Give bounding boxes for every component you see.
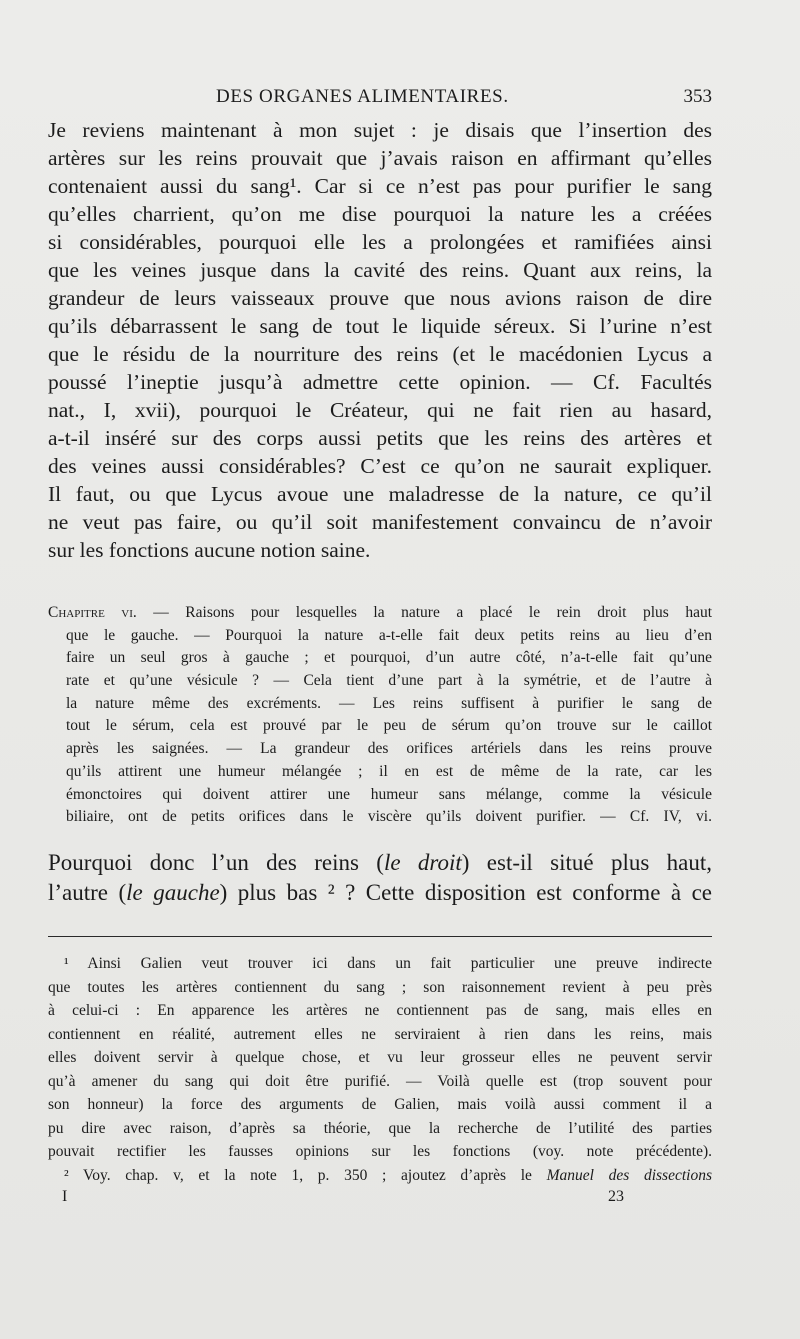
text-line [48, 848, 712, 878]
summary-line: rate et qu’une vésicule ? — Cela tient d’une part à la symétrie, et de l’autre à [66, 672, 712, 690]
text-line: Je reviens maintenant à mon sujet : je disais que l’insertion des [48, 118, 712, 142]
summary-first-line [48, 602, 712, 625]
footnote-line: à celui-ci : En apparence les artères ne contiennent pas de sang, mais elles en [48, 1002, 712, 1019]
footnote-line: pu dire avec raison, d’après sa théorie, que la recherche de l’utilité des parties [48, 1119, 712, 1137]
italic-text: le droit [383, 850, 462, 875]
text-line: qu’elles charrient, qu’on me dise pourquoi la nature les a créées [48, 202, 712, 226]
summary-line: tout le sérum, cela est prouvé par le peu de sérum qu’on trouve sur le caillot [66, 717, 712, 735]
italic-text: Manuel des dissections [546, 1166, 712, 1184]
text-line: que les veines jusque dans la cavité des reins. Quant aux reins, la [48, 258, 712, 282]
text-line: que le résidu de la nourriture des reins (et le macédonien Lycus a [48, 342, 712, 366]
footnote-line: son honneur) la force des arguments de Galien, mais voilà aussi comment il a [48, 1096, 712, 1113]
running-title: DES ORGANES ALIMENTAIRES. [216, 86, 509, 107]
text-line: qu’ils débarrassent le sang de tout le liquide séreux. Si l’urine n’est [48, 314, 712, 338]
text-line: grandeur de leurs vaisseaux prouve que nous avions raison de dire [48, 286, 712, 310]
sheet-number: 23 [608, 1188, 624, 1205]
footnotes [48, 952, 712, 1187]
summary-line: qu’ils attirent une humeur mélangée ; il en est de même de la rate, car les [66, 762, 712, 780]
footnote-line: contiennent en réalité, autrement elles ne serviraient à rien dans les reins, mais [48, 1025, 712, 1043]
text-line: Il faut, ou que Lycus avoue une maladresse de la nature, ce qu’il [48, 482, 712, 506]
text-line: sur les fonctions aucune notion saine. [48, 538, 371, 562]
text-line: poussé l’ineptie jusqu’à admettre cette opinion. — Cf. Facultés [48, 370, 712, 394]
text-line: contenaient aussi du sang¹. Car si ce n’est pas pour purifier le sang [48, 174, 712, 198]
signature-mark: I [62, 1188, 68, 1205]
italic-text: le gauche [126, 880, 220, 905]
main-paragraph [48, 116, 712, 564]
text-line: des veines aussi considérables? C’est ce qu’on ne saurait expliquer. [48, 454, 712, 478]
text-run: Pourquoi donc l’un des reins ( [48, 850, 384, 875]
summary-line: faire un seul gros à gauche ; et pourquoi, d’un autre côté, n’a-t-elle fait qu’une [66, 649, 712, 667]
running-header [48, 86, 712, 114]
footnote-line: elles doivent servir à quelque chose, et vu leur grosseur elles ne peuvent servir [48, 1049, 712, 1066]
chapter-summary [48, 602, 712, 829]
summary-line: après les saignées. — La grandeur des orifices artériels dans les reins prouve [66, 740, 712, 758]
summary-line: la nature même des excréments. — Les reins suffisent à purifier le sang de [66, 694, 712, 712]
summary-line: que le gauche. — Pourquoi la nature a-t-elle fait deux petits reins au lieu d’en [66, 626, 712, 644]
footnote-line: que toutes les artères contiennent du sang ; son raisonnement revient à peu près [48, 978, 712, 996]
summary-line: émonctoires qui doivent attirer une humeur sans mélange, comme la vésicule [66, 785, 712, 803]
text-run: ) est-il situé plus haut, [461, 850, 712, 875]
text-line: artères sur les reins prouvait que j’avais raison en affirmant qu’elles [48, 146, 712, 170]
summary-line: — Raisons pour lesquelles la nature a placé le rein droit plus haut [153, 604, 712, 621]
footnote-2 [48, 1164, 712, 1188]
second-paragraph [48, 848, 712, 908]
text-line: ne veut pas faire, ou qu’il soit manifestement convaincu de n’avoir [48, 510, 712, 534]
footnote-line: qu’à amener du sang qui doit être purifié. — Voilà quelle est (trop souvent pour [48, 1072, 712, 1090]
text-run: ) plus bas ² ? Cette disposition est conforme à ce [219, 880, 712, 905]
text-run: ² Voy. chap. v, et la note 1, p. 350 ; ajoutez d’après le [64, 1166, 547, 1184]
text-line [48, 878, 712, 908]
footnote-line: pouvait rectifier les fausses opinions sur les fonctions (voy. note précédente). [48, 1143, 712, 1160]
page-footer [48, 1188, 712, 1210]
text-line: si considérables, pourquoi elle les a prolongées et ramifiées ainsi [48, 230, 712, 254]
chapter-label: Chapitre vi. [48, 604, 137, 621]
text-line: a-t-il inséré sur des corps aussi petits que les reins des artères et [48, 426, 712, 450]
page-number: 353 [683, 86, 712, 107]
footnote-divider [48, 936, 712, 937]
summary-line: biliaire, ont de petits orifices dans le viscère qu’ils doivent purifier. — Cf. IV, vi. [66, 808, 712, 826]
text-line: nat., I, xvii), pourquoi le Créateur, qui ne fait rien au hasard, [48, 398, 712, 422]
text-run: l’autre ( [48, 880, 127, 905]
footnote-line: ¹ Ainsi Galien veut trouver ici dans un fait particulier une preuve indirecte [64, 955, 712, 972]
